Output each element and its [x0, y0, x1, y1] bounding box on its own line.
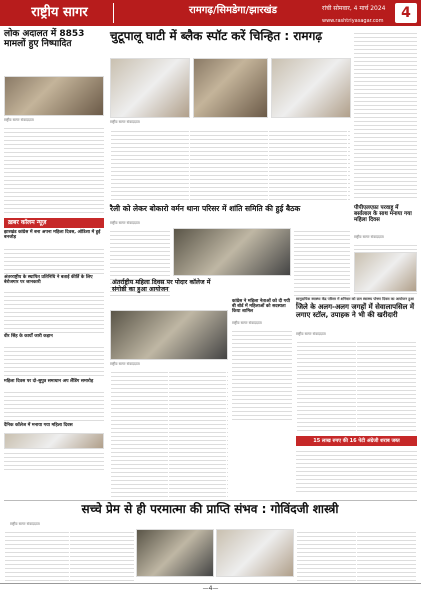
photo-main-3 [271, 58, 351, 118]
byline-main: राष्ट्रीय सागर संवाददाता [110, 120, 140, 124]
headline-middle-small: कांग्रेस ने महिला नेताओं को दी गयी बी बोर्ड में महिलाओं को सदस्यता किया शामिल [232, 299, 290, 314]
photo-news-item-5 [4, 433, 104, 449]
news-item-2-text [4, 289, 104, 333]
byline-intl-women-day: राष्ट्रीय सागर संवाददाता [110, 362, 140, 366]
news-column-header: ख़बर कॉलम न्यूज़ [4, 218, 104, 228]
bottom-strip: 15 लाख रुपए की 16 पेटी अंग्रेजी शराब जब्त [296, 436, 417, 446]
headline-main: चुटूपालू घाटी में ब्लैक स्पॉट करें चिन्हित : रामगढ़ [110, 29, 323, 43]
news-item-4: महिला दिवस पर दो-सुपुत्र समाधान अप लैंडिंग समारोह [4, 379, 94, 384]
website: www.rashtriyasagar.com [322, 18, 384, 24]
byline-bottom: राष्ट्रीय सागर संवाददाता [10, 522, 40, 526]
byline-health-camp: राष्ट्रीय सागर संवाददाता [296, 332, 326, 336]
newspaper-logo: राष्ट्रीय सागर [6, 3, 114, 23]
text-bottom-2 [296, 529, 417, 581]
text-lok-adalat [4, 125, 104, 215]
byline-lok-adalat: राष्ट्रीय सागर संवाददाता [4, 118, 34, 122]
text-bottom-1 [4, 529, 134, 581]
byline-middle-small: राष्ट्रीय सागर संवाददाता [232, 321, 262, 325]
photo-bottom-1 [136, 529, 214, 577]
photo-main-1 [110, 58, 190, 118]
news-item-3-text [4, 344, 104, 378]
text-bottom-strip [296, 448, 417, 494]
headline-right-women: पीपीएलएफ़ा परवाहू में बर्सालाल के साथ मनाया गया महिला दिवस [354, 205, 412, 224]
right-column-text [354, 30, 417, 200]
byline-shanti-samiti: राष्ट्रीय सागर संवाददाता [110, 221, 140, 225]
news-item-1-text [4, 246, 104, 274]
news-item-3: वीर सिंह के कार्यों जारी कहान [4, 334, 53, 339]
text-intl-women-day [110, 369, 228, 497]
byline-right-women: राष्ट्रीय सागर संवाददाता [354, 235, 384, 239]
text-shanti-samiti-2 [294, 228, 350, 298]
divider-bottom [4, 500, 417, 501]
headline-shanti-samiti: रैली को लेकर बोकारो वर्मन थाना परिसर में शांति समिति की हुई बैठक [110, 204, 301, 213]
headline-health-camp: जिले के अलग-अलग जगहों में सेवालापसिल में लगाए स्टॉल, उपाहक ने भी की खरीदारी [296, 303, 415, 319]
text-main [110, 128, 350, 200]
footer-page-marker: —4— [202, 585, 219, 592]
photo-intl-women-day [110, 310, 228, 360]
photo-shanti-samiti [173, 228, 291, 276]
photo-main-2 [193, 58, 268, 118]
kicker-health-camp: सामुदायिक स्वास्थ्य केंद्र परिसर में शनिवार को ग्राम स्वास्थ्य पोषण दिवस का आयोजन हुआ [296, 297, 414, 301]
news-item-2: अंतरराष्ट्रीय के स्थापित प्रतिनिधि ने बताई कीर्ति के लिए बेरोजगार पर जानकारी [4, 275, 93, 285]
text-health-camp [296, 339, 417, 431]
photo-right-women [354, 252, 417, 292]
news-item-5: दैनिक कॉलेज में मनाया गया महिला दिवस [4, 423, 73, 428]
headline-lok-adalat: लोक अदालत में 8853 मामलों हुए निष्पादित [4, 29, 85, 49]
dateline: रांची सोमवार, 4 मार्च 2024 [322, 5, 386, 12]
headline-intl-women-day: अंतर्राष्ट्रीय महिला दिवस पर पोदार कॉलेज में संगोष्ठी का हुआ आयोजन [112, 279, 211, 293]
headline-bottom: सच्चे प्रेम से ही परमात्मा की प्राप्ति संभव : गोविंदजी शास्त्री [81, 502, 339, 516]
section-title: रामगढ़/सिमडेगा/झारखंड [189, 5, 277, 16]
photo-lok-adalat [4, 76, 104, 116]
footer-rule [0, 583, 421, 584]
text-middle-small [232, 328, 292, 420]
news-item-5-text [4, 450, 104, 470]
news-item-1: झारखंड कांग्रेस में बना अपना महिला दिवस, ओडिशा में हुई बनजोड़ [4, 230, 101, 240]
page-number: 4 [395, 3, 417, 23]
news-item-4-text [4, 389, 104, 423]
photo-bottom-2 [216, 529, 294, 577]
